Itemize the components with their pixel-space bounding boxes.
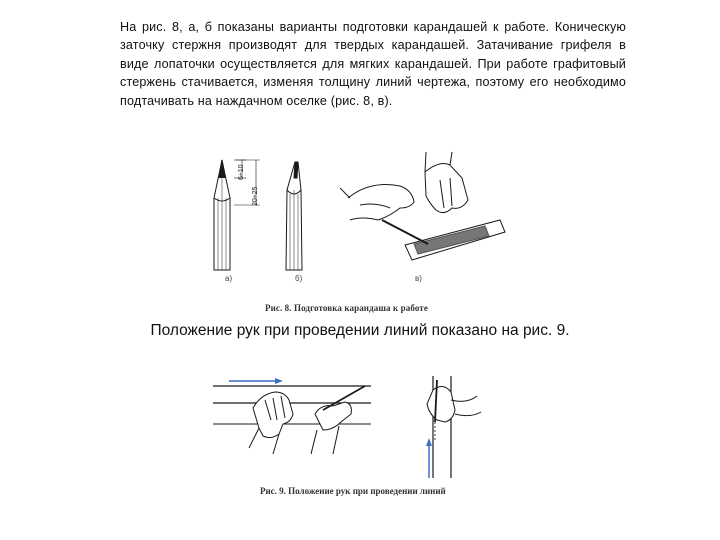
figure-8-label-b: б) [295, 274, 303, 283]
figure-8-caption: Рис. 8. Подготовка карандаша к работе [265, 303, 428, 313]
figure-8-drawing [200, 150, 530, 300]
figure-8-label-a: а) [225, 274, 233, 283]
figure-9 [205, 370, 505, 485]
body-paragraph: На рис. 8, а, б показаны варианты подготовки карандашей к работе. Коническую заточку стержня производят для твердых карандашей. Затачивание грифеля в виде лопаточки осуществляется для мягких карандашей. При работе графитовый стержень стачивается, изменяя толщину линий чертежа, поэтому его необходимо подтачивать на наждачном оселке (рис. 8, в). [120, 20, 626, 108]
dimension-length-label: 20÷25 [252, 186, 259, 206]
figure-9-caption: Рис. 9. Положение рук при проведении линий [260, 486, 446, 496]
figure-8 [200, 150, 530, 300]
figure-8-label-c: в) [415, 274, 422, 283]
figure-9-intro-sentence: Положение рук при проведении линий показано на рис. 9. [150, 322, 570, 339]
dimension-tip-label: 6÷10 [238, 164, 245, 180]
figure-9-drawing [205, 370, 505, 485]
